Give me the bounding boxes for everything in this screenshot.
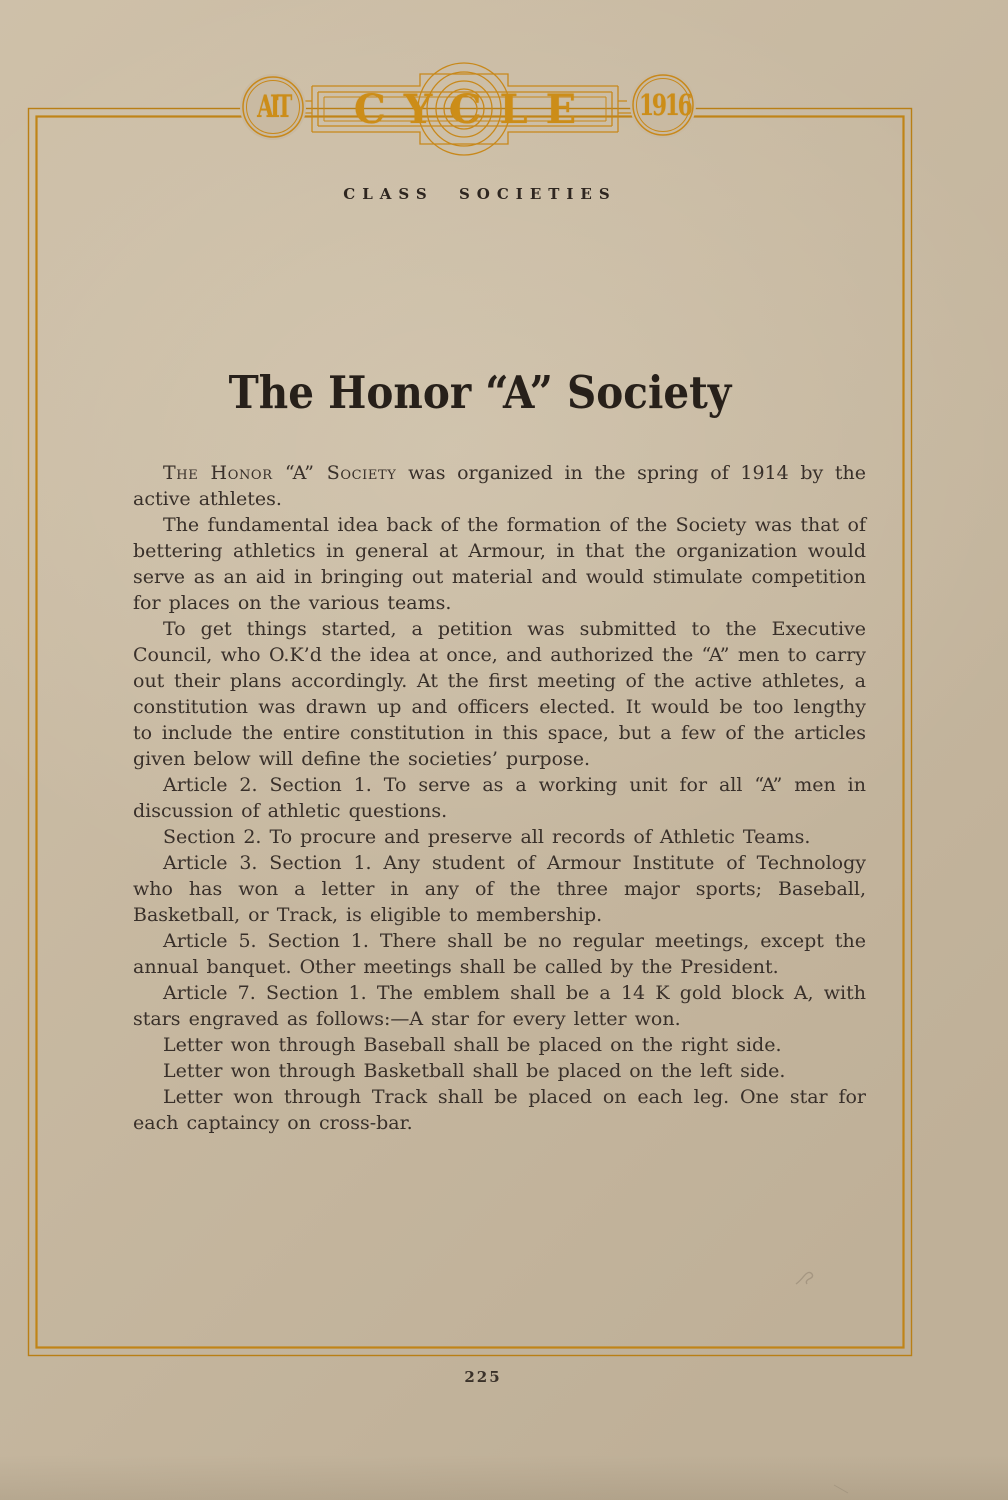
year-1916-monogram-icon: 1916 (639, 88, 691, 122)
page-title: The Honor “A” Society (228, 366, 732, 419)
body-paragraph: Letter won through Track shall be placed on each leg. One star for each captaincy on cross-bar. (133, 1086, 866, 1134)
ait-monogram-icon: AIT (257, 89, 289, 125)
lead-rest: was organized in the spring of 1914 by the active athletes. (133, 462, 867, 510)
body-paragraph-lead (133, 460, 866, 512)
body-paragraph: Letter won through Basketball shall be placed on the left side. (163, 1060, 786, 1082)
body-paragraph: To get things started, a petition was submitted to the Executive Council, who O.K’d the idea at once, and authorized the “A” men to carry out their plans accordingly. At the first meeting of the active athletes, a constitution was drawn up and officers elected. It would be too lengthy to include the entire constitution in this space, but a few of the articles given below will define the societies’ purpose. (133, 618, 866, 770)
body-paragraph: Article 2. Section 1. To serve as a working unit for all “A” men in discussion of athletic questions. (133, 774, 866, 822)
body-paragraph: Article 5. Section 1. There shall be no regular meetings, except the annual banquet. Other meetings shall be called by the President. (133, 930, 866, 978)
page-number: 225 (464, 1368, 502, 1386)
body-paragraph: Section 2. To procure and preserve all records of Athletic Teams. (163, 826, 811, 848)
body-paragraph: The fundamental idea back of the formation of the Society was that of bettering athletics in general at Armour, in that the organization would serve as an aid in bringing out material and would stimulate competition for places on the various teams. (133, 514, 866, 614)
banner-cycle-wordmark: CYCLE (353, 86, 595, 133)
article-body (133, 460, 866, 1136)
body-paragraph: Article 7. Section 1. The emblem shall be a 14 K gold block A, with stars engraved as follows:—A star for every letter won. (133, 982, 866, 1030)
section-heading: CLASS SOCIETIES (343, 185, 617, 203)
body-paragraph: Letter won through Baseball shall be placed on the right side. (163, 1034, 782, 1056)
lead-small-caps: The Honor “A” Society (163, 462, 397, 484)
body-paragraph: Article 3. Section 1. Any student of Armour Institute of Technology who has won a letter in any of the three major sports; Baseball, Basketball, or Track, is eligible to membership. (133, 852, 866, 926)
